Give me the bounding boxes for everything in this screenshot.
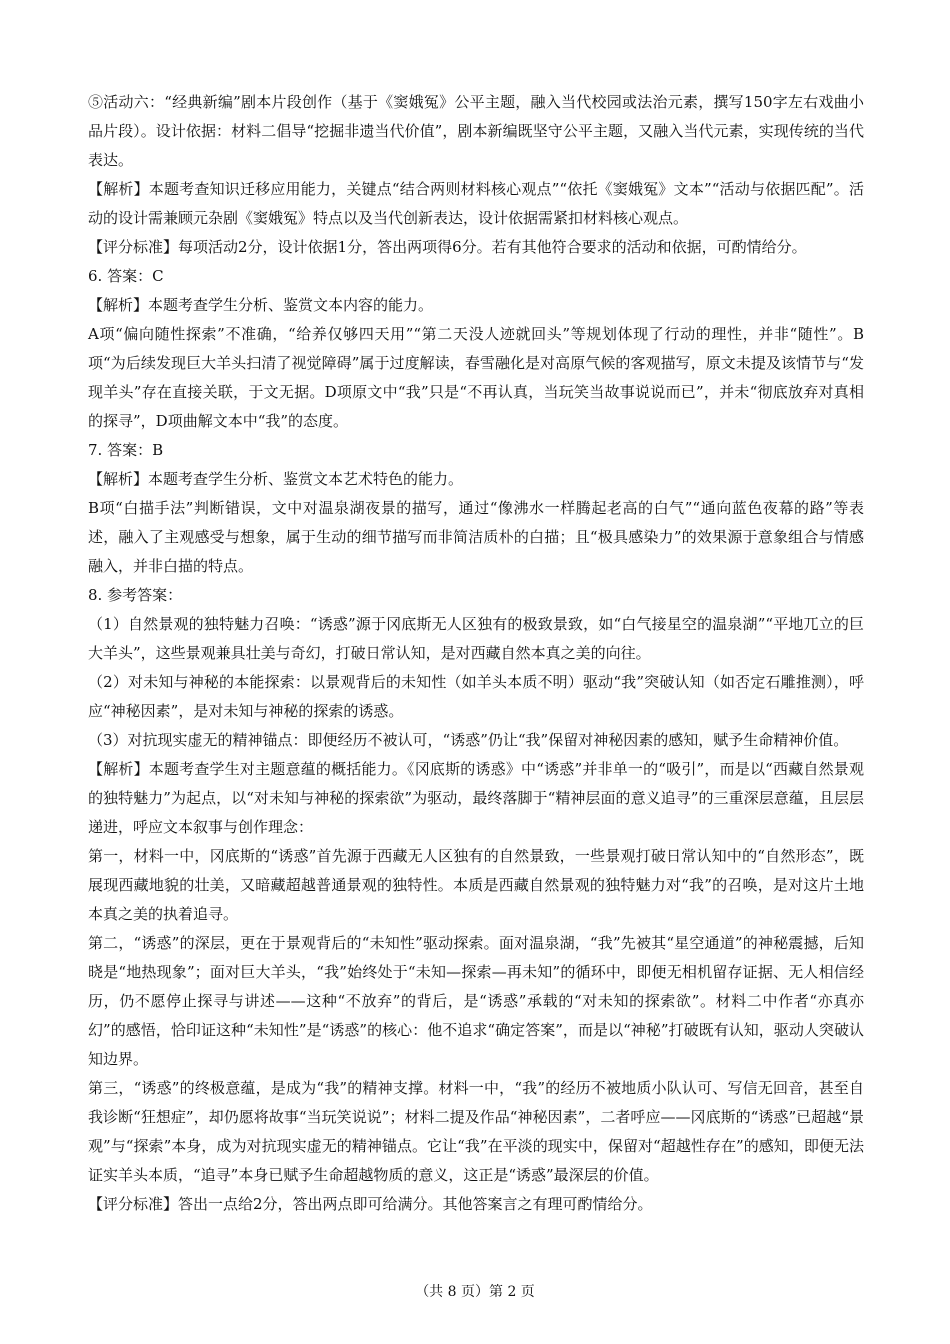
- q7-answer: 7. 答案：B: [88, 441, 164, 459]
- q7-analysis-heading: 【解析】本题考查学生分析、鉴赏文本艺术特色的能力。: [88, 470, 464, 488]
- q8-point-2: （2）对未知与神秘的本能探索：以景观背后的未知性（如羊头本质不明）驱动“我”突破认知（如否定石雕推测），呼应“神秘因素”，是对未知与神秘的探索的诱惑。: [88, 673, 864, 720]
- q7-analysis-body: B项“白描手法”判断错误，文中对温泉湖夜景的描写，通过“像沸水一样腾起老高的白气”“通向蓝色夜幕的路”等表述，融入了主观感受与想象，属于生动的细节描写而非简洁质朴的白描；且“极具感染力”的效果源于意象组合与情感融入，并非白描的特点。: [88, 499, 864, 575]
- q6-analysis-heading: 【解析】本题考查学生分析、鉴赏文本内容的能力。: [88, 296, 434, 314]
- q6-analysis-body: A项“偏向随性探索”不准确，“给养仅够四天用”“第二天没人迹就回头”等规划体现了行动的理性，并非“随性”。B项“为后续发现巨大羊头扫清了视觉障碍”属于过度解读，春雪融化是对高原气候的客观描写，原文未提及该情节与“发现羊头”存在直接关联，于文无据。D项原文中“我”只是“不再认真，当玩笑当故事说说而已”，并未“彻底放弃对真相的探寻”，D项曲解文本中“我”的态度。: [88, 325, 864, 430]
- q8-analysis-intro: 【解析】本题考查学生对主题意蕴的概括能力。《冈底斯的诱惑》中“诱惑”并非单一的“吸引”，而是以“西藏自然景观的独特魅力”为起点，以“对未知与神秘的探索欲”为驱动，最终落脚于“精神层面的意义追寻”的三重深层意蕴，且层层递进，呼应文本叙事与创作理念：: [88, 760, 864, 836]
- q6-answer: 6. 答案：C: [88, 267, 164, 285]
- activity-six-paragraph: ⑤活动六：“经典新编”剧本片段创作（基于《窦娥冤》公平主题，融入当代校园或法治元素，撰写150字左右戏曲小品片段）。设计依据：材料二倡导“挖掘非遗当代价值”，剧本新编既坚守公平主题，又融入当代元素，实现传统的当代表达。: [88, 93, 864, 169]
- q8-analysis-second: 第二，“诱惑”的深层，更在于景观背后的“未知性”驱动探索。面对温泉湖，“我”先被其“星空通道”的神秘震撼，后知晓是“地热现象”；面对巨大羊头，“我”始终处于“未知—探索—再未知”的循环中，即便无相机留存证据、无人相信经历，仍不愿停止探寻与讲述——这种“不放弃”的背后，是“诱惑”承载的“对未知的探索欲”。材料二中作者“亦真亦幻”的感悟，恰印证这种“未知性”是“诱惑”的核心：他不追求“确定答案”，而是以“神秘”打破既有认知，驱动人突破认知边界。: [88, 934, 865, 1068]
- q8-answer-heading: 8. 参考答案：: [88, 586, 183, 604]
- q8-point-3: （3）对抗现实虚无的精神锚点：即便经历不被认可，“诱惑”仍让“我”保留对神秘因素的感知，赋予生命精神价值。: [88, 731, 849, 749]
- q8-point-1: （1）自然景观的独特魅力召唤：“诱惑”源于冈底斯无人区独有的极致景致，如“白气接星空的温泉湖”“平地兀立的巨大羊头”，这些景观兼具壮美与奇幻，打破日常认知，是对西藏自然本真之美的向往。: [88, 615, 864, 662]
- answer-content: [88, 88, 864, 1219]
- q8-scoring: 【评分标准】答出一点给2分，答出两点即可给满分。其他答案言之有理可酌情给分。: [88, 1195, 653, 1213]
- q8-analysis-first: 第一，材料一中，冈底斯的“诱惑”首先源于西藏无人区独有的自然景致，一些景观打破日常认知中的“自然形态”，既展现西藏地貌的壮美，又暗藏超越普通景观的独特性。本质是西藏自然景观的独特魅力对“我”的召唤，是对这片土地本真之美的执着追寻。: [88, 847, 864, 923]
- analysis-paragraph: 【解析】本题考查知识迁移应用能力，关键点“结合两则材料核心观点”“依托《窦娥冤》文本”“活动与依据匹配”。活动的设计需兼顾元杂剧《窦娥冤》特点以及当代创新表达，设计依据需紧扣材料核心观点。: [88, 180, 864, 227]
- scoring-paragraph: 【评分标准】每项活动2分，设计依据1分，答出两项得6分。若有其他符合要求的活动和依据，可酌情给分。: [88, 238, 807, 256]
- page-footer: （共 8 页）第 2 页: [415, 1284, 535, 1300]
- q8-analysis-third: 第三，“诱惑”的终极意蕴，是成为“我”的精神支撑。材料一中，“我”的经历不被地质小队认可、写信无回音，甚至自我诊断“狂想症”，却仍愿将故事“当玩笑说说”；材料二提及作品“神秘因素”，二者呼应——冈底斯的“诱惑”已超越“景观”与“探索”本身，成为对抗现实虚无的精神锚点。它让“我”在平淡的现实中，保留对“超越性存在”的感知，即便无法证实羊头本质，“追寻”本身已赋予生命超越物质的意义，这正是“诱惑”最深层的价值。: [88, 1079, 864, 1184]
